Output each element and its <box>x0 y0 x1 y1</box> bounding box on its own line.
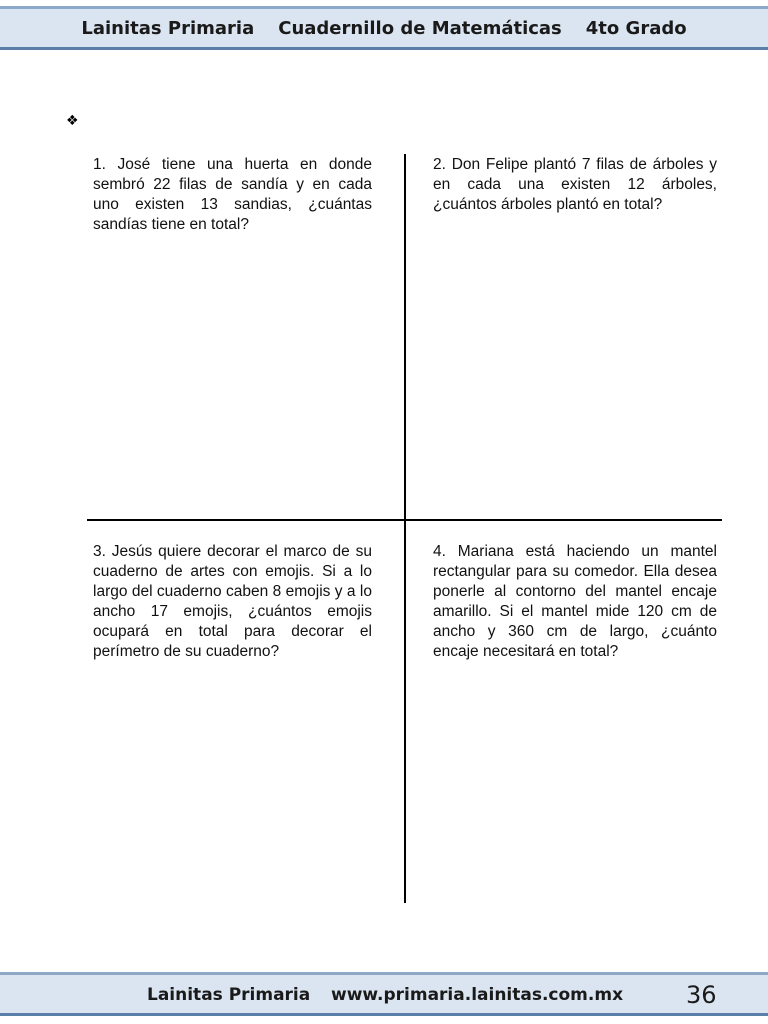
vertical-divider <box>404 154 406 903</box>
footer-website-link[interactable]: www.primaria.lainitas.com.mx <box>331 985 624 1005</box>
page-number: 36 <box>686 981 717 1009</box>
header-grade: 4to Grado <box>585 17 687 39</box>
bullet-icon: ❖ <box>66 113 79 129</box>
horizontal-divider <box>87 519 722 521</box>
problem-1: 1. José tiene una huerta en donde sembró 22 filas de sandía y en cada uno existen 13 sandias, ¿cuántas sandías tiene en total? <box>93 156 372 233</box>
page-footer <box>0 972 768 1016</box>
page-header <box>0 6 768 50</box>
problem-3: 3. Jesús quiere decorar el marco de su cuaderno de artes con emojis. Si a lo largo del cuaderno caben 8 emojis y a lo ancho 17 emojis, ¿cuántos emojis ocupará en total para decorar el perímetro de su cuaderno? <box>93 543 372 660</box>
problem-2: 2. Don Felipe plantó 7 filas de árboles y en cada una existen 12 árboles, ¿cuántos árboles plantó en total? <box>433 156 717 213</box>
problem-4: 4. Mariana está haciendo un mantel rectangular para su comedor. Ella desea ponerle al contorno del mantel encaje amarillo. Si el mantel mide 120 cm de ancho y 360 cm de largo, ¿cuánto encaje necesitará en total? <box>433 543 717 660</box>
header-notebook-title: Cuadernillo de Matemáticas <box>278 17 562 39</box>
header-school: Lainitas Primaria <box>81 17 255 39</box>
footer-school: Lainitas Primaria <box>147 985 311 1005</box>
